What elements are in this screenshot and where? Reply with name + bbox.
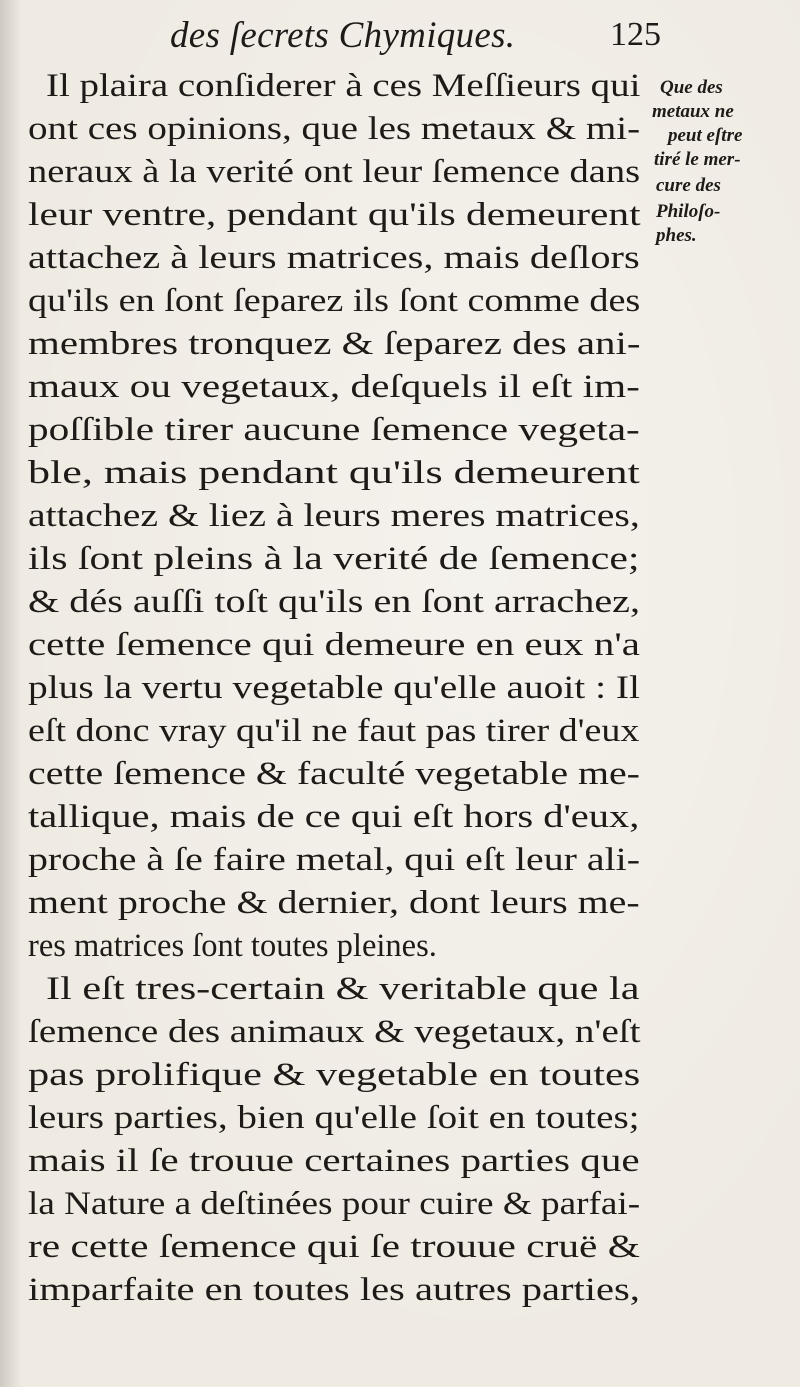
text-line-9: poſſible tirer aucune ſemence vegeta- xyxy=(28,412,640,448)
page-header xyxy=(170,14,670,66)
text-line-11: attachez & liez à leurs meres matrices, xyxy=(28,498,640,534)
text-line-26: mais il ſe trouue certaines parties que xyxy=(28,1143,640,1179)
text-line-18: tallique, mais de ce qui eſt hors d'eux, xyxy=(28,799,640,835)
text-line-20: ment proche & dernier, dont leurs me- xyxy=(28,885,640,921)
running-title: des ſecrets Chymiques. xyxy=(170,15,516,56)
text-line-6: qu'ils en ſont ſeparez ils ſont comme des xyxy=(28,283,641,319)
text-line-21: res matrices ſont toutes pleines. xyxy=(28,928,437,964)
text-line-1: Il plaira conſiderer à ces Meſſieurs qui xyxy=(46,68,641,104)
text-line-19: proche à ſe faire metal, qui eſt leur ali- xyxy=(28,842,641,878)
text-line-28: re cette ſemence qui ſe trouue cruë & xyxy=(28,1229,640,1265)
text-line-24: pas prolifique & vegetable en toutes xyxy=(28,1057,641,1093)
text-line-27: la Nature a deſtinées pour cuire & parfai- xyxy=(28,1186,641,1222)
text-line-22: Il eſt tres-certain & veritable que la xyxy=(46,971,640,1007)
text-line-15: plus la vertu vegetable qu'elle auoit : Il xyxy=(28,670,640,706)
margin-note-line-2: metaux ne xyxy=(652,101,734,122)
margin-note-line-7: phes. xyxy=(656,225,697,246)
page-number: 125 xyxy=(610,16,661,53)
text-line-13: & dés auſſi toſt qu'ils en ſont arrachez, xyxy=(28,584,641,620)
text-line-3: neraux à la verité ont leur ſemence dans xyxy=(28,154,641,190)
text-line-7: membres tronquez & ſeparez des ani- xyxy=(28,326,641,362)
text-line-4: leur ventre, pendant qu'ils demeurent xyxy=(28,197,641,233)
text-line-2: ont ces opinions, que les metaux & mi- xyxy=(28,111,641,147)
margin-note-line-6: Philoſo- xyxy=(656,201,721,222)
text-line-16: eſt donc vray qu'il ne faut pas tirer d'eux xyxy=(28,713,640,749)
margin-note-line-4: tiré le mer- xyxy=(654,149,741,170)
text-line-5: attachez à leurs matrices, mais deſlors xyxy=(28,240,640,276)
text-line-14: cette ſemence qui demeure en eux n'a xyxy=(28,627,640,663)
text-line-8: maux ou vegetaux, deſquels il eſt im- xyxy=(28,369,640,405)
page-gutter-shadow xyxy=(0,0,22,1387)
margin-note-line-5: cure des xyxy=(656,175,721,196)
margin-note-line-3: peut eſtre xyxy=(668,125,743,146)
margin-note-line-1: Que des xyxy=(660,77,723,98)
text-line-10: ble, mais pendant qu'ils demeurent xyxy=(28,455,640,491)
text-line-29: imparfaite en toutes les autres parties, xyxy=(28,1272,640,1308)
text-line-17: cette ſemence & faculté vegetable me- xyxy=(28,756,640,792)
text-line-25: leurs parties, bien qu'elle ſoit en toutes; xyxy=(28,1100,640,1136)
text-line-23: ſemence des animaux & vegetaux, n'eſt xyxy=(28,1014,641,1050)
text-line-12: ils ſont pleins à la verité de ſemence; xyxy=(28,541,640,577)
